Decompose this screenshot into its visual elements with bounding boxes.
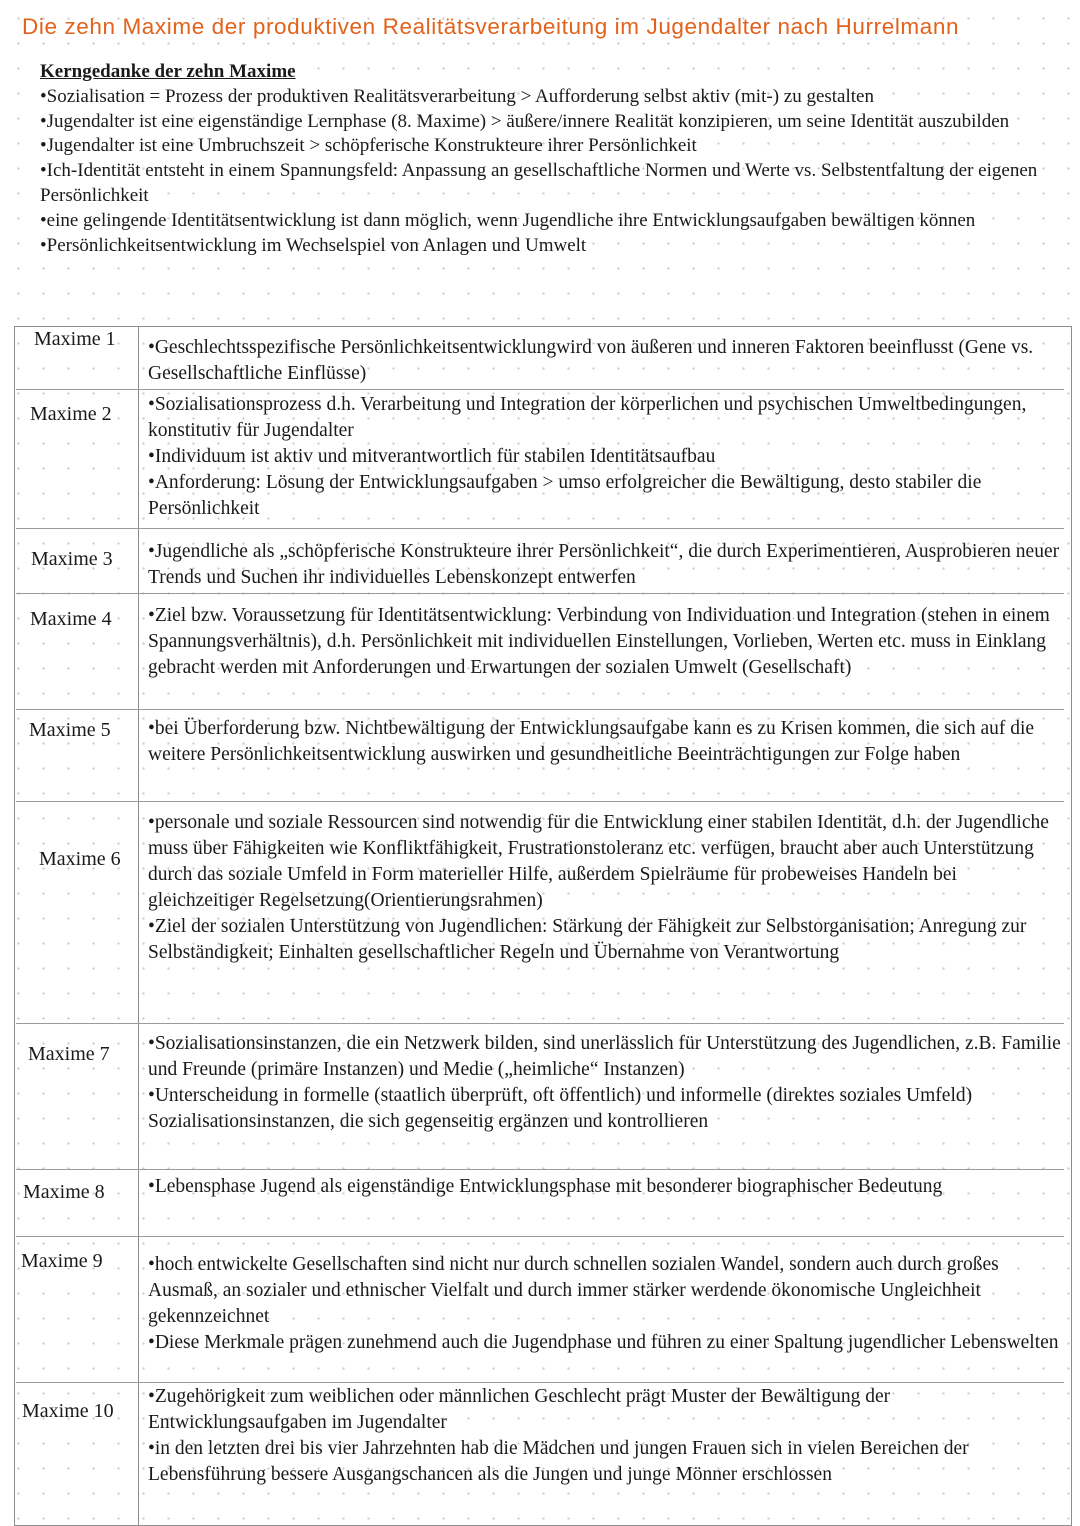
maxim-label: Maxime 7 [28,1043,110,1065]
maxim-point: •Sozialisationsprozess d.h. Verarbeitung und Integration der körperlichen und psychischen Umweltbedingungen, konstitutiv für Jugendalter [148,394,1027,441]
maxim-label: Maxime 1 [34,328,116,350]
table-row-divider [16,1236,1064,1237]
maxim-label: Maxime 2 [30,403,112,425]
maxim-label: Maxime 6 [39,848,121,870]
table-row-divider [16,1382,1064,1383]
summary-point: •Persönlichkeitsentwicklung im Wechselspiel von Anlagen und Umwelt [40,234,587,256]
maxim-point: •personale und soziale Ressourcen sind notwendig für die Entwicklung einer stabilen Identität, d.h. der Jugendliche muss über Fähigkeiten wie Konfliktfähigkeit, Frustrationstoleranz etc. verfügen, braucht aber auch Unterstützung durch das soziale Umfeld in Form materieller Hilfe, außerdem Spielräume für probeweises Handeln bei gleichzeitiger Regelsetzung(Orientierungsrahmen) [148,812,1049,911]
maxim-point: •Zugehörigkeit zum weiblichen oder männlichen Geschlecht prägt Muster der Bewältigung der Entwicklungsaufgaben im Jugendalter [148,1386,891,1433]
summary-point: •Ich-Identität entsteht in einem Spannungsfeld: Anpassung an gesellschaftliche Normen und Werte vs. Selbstentfaltung der eigenen Persönlichkeit [40,160,1038,206]
maxim-label: Maxime 10 [22,1400,114,1422]
maxim-content [148,1174,1063,1200]
maxim-content [148,716,1063,768]
summary-list [40,85,1050,259]
table-row-divider [16,1023,1064,1024]
maxim-point: •Sozialisationsinstanzen, die ein Netzwerk bilden, sind unerlässlich für Unterstützung des Jugendlichen, z.B. Familie und Freunde (primäre Instanzen) und Medie („heimliche“ Instanzen) [148,1033,1061,1080]
maxim-point: •Unterscheidung in formelle (staatlich überprüft, oft öffentlich) und informelle (direktes soziales Umfeld) Sozialisationsinstanzen, die sich gegenseitig ergänzen und kontrollieren [148,1085,973,1132]
maxim-point: •Geschlechtsspezifische Persönlichkeitsentwicklungwird von äußeren und inneren Faktoren beeinflusst (Gene vs. Gesellschaftliche Einflüsse) [148,337,1034,384]
summary-heading: Kerngedanke der zehn Maxime [40,61,296,82]
maxim-label: Maxime 4 [30,608,112,630]
maxim-point: •Jugendliche als „schöpferische Konstrukteure ihrer Persönlichkeit“, die durch Experimentieren, Ausprobieren neuer Trends und Suchen ihr individuelles Lebenskonzept entwerfen [148,541,1060,588]
maxim-point: •in den letzten drei bis vier Jahrzehnten hab die Mädchen und jungen Frauen sich in vielen Bereichen der Lebensführung bessere Ausgangschancen als die Jungen und junge Mönner erschlossen [148,1438,969,1485]
maxim-content [148,810,1063,966]
maxim-label: Maxime 5 [29,719,111,741]
table-row-divider [16,528,1064,529]
table-row-divider [16,593,1064,594]
maxim-label: Maxime 8 [23,1181,105,1203]
maxim-point: •bei Überforderung bzw. Nichtbewältigung der Entwicklungsaufgabe kann es zu Krisen kommen, die sich auf die weitere Persönlichkeitsentwicklung auswirken und gesundheitliche Beeinträchtigungen zur Folge haben [148,718,1035,765]
maxim-point: •Ziel bzw. Voraussetzung für Identitätsentwicklung: Verbindung von Individuation und Integration (stehen in einem Spannungsverhältnis), d.h. Persönlichkeit mit individuellen Einstellungen, Vorlieben, Werten etc. muss in Einklang gebracht werden mit Anforderungen und Erwartungen der sozialen Umwelt (Gesellschaft) [148,605,1050,678]
maxim-label: Maxime 9 [21,1250,103,1272]
table-row-divider [16,801,1064,802]
summary-point: •Jugendalter ist eine Umbruchszeit > schöpferische Konstrukteure ihrer Persönlichkeit [40,135,697,157]
maxim-content [148,1031,1063,1135]
maxim-point: •Diese Merkmale prägen zunehmend auch die Jugendphase und führen zu einer Spaltung jugendlicher Lebenswelten [148,1332,1059,1353]
maxim-point: •hoch entwickelte Gesellschaften sind nicht nur durch schnellen sozialen Wandel, sondern auch durch großes Ausmaß, an sozialer und ethnischer Vielfalt und durch immer stärker werdende ökonomische Ungleichheit gekennzeichnet [148,1254,999,1327]
maxim-label: Maxime 3 [31,548,113,570]
summary-point: •Sozialisation = Prozess der produktiven Realitätsverarbeitung > Aufforderung selbst aktiv (mit-) zu gestalten [40,85,874,107]
table-row-divider [16,389,1064,390]
maxim-content [148,1252,1063,1356]
page-title: Die zehn Maxime der produktiven Realitätsverarbeitung im Jugendalter nach Hurrelmann [22,14,960,39]
maxim-point: •Ziel der sozialen Unterstützung von Jugendlichen: Stärkung der Fähigkeit zur Selbstorganisation; Anregung zur Selbständigkeit; Einhalten gesellschaftlicher Regeln und Übernahme von Verantwortung [148,916,1027,963]
table-column-divider [138,326,139,1526]
maxim-content [148,539,1063,591]
maxim-content [148,335,1063,387]
summary-section [40,60,1050,258]
maxim-point: •Anforderung: Lösung der Entwicklungsaufgaben > umso erfolgreicher die Bewältigung, desto stabiler die Persönlichkeit [148,472,982,519]
maxim-content [148,603,1063,681]
table-row-divider [16,1169,1064,1170]
maxim-content [148,1384,1063,1488]
maxim-content [148,392,1063,522]
maxim-point: •Lebensphase Jugend als eigenständige Entwicklungsphase mit besonderer biographischer Bedeutung [148,1176,943,1197]
summary-point: •Jugendalter ist eine eigenständige Lernphase (8. Maxime) > äußere/innere Realität konzipieren, um seine Identität auszubilden [40,110,1010,132]
summary-point: •eine gelingende Identitätsentwicklung ist dann möglich, wenn Jugendliche ihre Entwicklungsaufgaben bewältigen können [40,209,976,231]
maxim-point: •Individuum ist aktiv und mitverantwortlich für stabilen Identitätsaufbau [148,446,716,467]
table-row-divider [16,709,1064,710]
